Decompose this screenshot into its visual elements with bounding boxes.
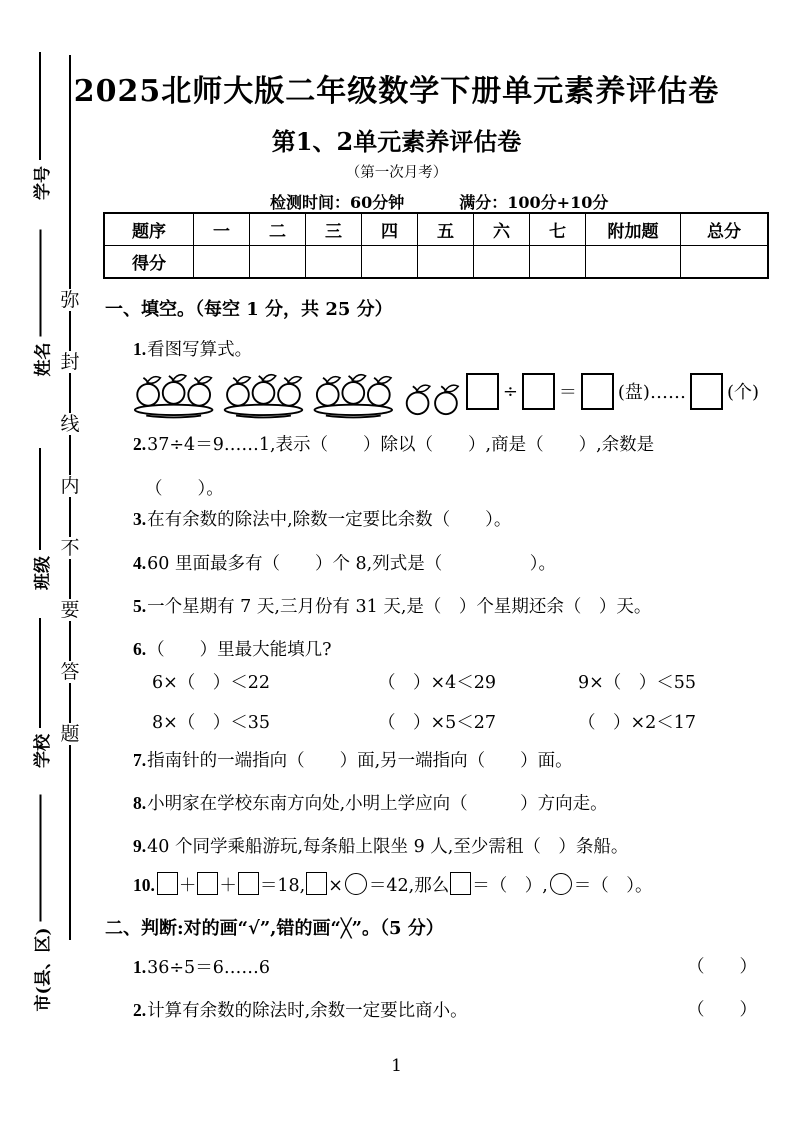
- square-symbol: [157, 872, 178, 895]
- judge-item-2-answer-blank: （ ）: [687, 1000, 757, 1020]
- seal-line-segment: [69, 497, 71, 537]
- question-1-figure-row: [133, 360, 759, 422]
- student-id-label: 学号: [32, 166, 53, 200]
- judge-item-1-number: 1.: [133, 957, 147, 977]
- class-label: 班级: [32, 556, 53, 590]
- question-7: [133, 748, 573, 773]
- inequality-item: 9×（ ）＜55: [578, 673, 697, 693]
- exam-note: （第一次月考）: [345, 165, 448, 181]
- seal-line-segment: [69, 745, 71, 940]
- question-2-line1: [133, 432, 654, 457]
- city-district-label: 市(县、区): [33, 927, 53, 1012]
- judge-item-2-text: [133, 998, 468, 1023]
- plus-sign: ＋: [178, 876, 197, 896]
- class-field: [29, 448, 51, 590]
- question-3-text: 在有余数的除法中,除数一定要比余数（ ）。: [147, 510, 512, 530]
- school-label: 学校: [32, 734, 53, 768]
- question-9-text: 40 个同学乘船游玩,每条船上限坐 9 人,至少需租（ ）条船。: [147, 837, 629, 857]
- score-cell: [418, 246, 474, 279]
- col-question-order: 题序: [104, 213, 194, 246]
- col-4: 四: [362, 213, 418, 246]
- exam-score-info: 满分：100分+10分: [459, 193, 609, 212]
- class-blank-line: [39, 448, 41, 550]
- square-symbol: [238, 872, 259, 895]
- equals-42-text: ＝42,那么: [368, 876, 450, 896]
- question-7-text: 指南针的一端指向（ ）面,另一端指向（ ）面。: [147, 751, 573, 771]
- seal-char: 内: [60, 475, 80, 497]
- question-4-text: 60 里面最多有（ ）个 8,列式是（ ）。: [147, 554, 556, 574]
- name-field: [30, 230, 52, 377]
- equals-sign: ＝: [558, 382, 577, 403]
- question-9: [133, 834, 628, 859]
- question-2-line2: （ ）。: [145, 479, 224, 499]
- question-1-number: 1.: [133, 339, 147, 359]
- score-cell: [586, 246, 681, 279]
- judge-item-1: [133, 955, 757, 980]
- inequality-item: （ ）×5＜27: [378, 713, 497, 733]
- question-7-number: 7.: [133, 750, 147, 770]
- score-cell: [474, 246, 530, 279]
- score-table: [103, 212, 769, 279]
- circle-symbol: [345, 873, 367, 895]
- question-6-text: （ ）里最大能填几?: [147, 640, 332, 660]
- circle-symbol: [550, 873, 572, 895]
- city-district-field: [30, 795, 52, 1012]
- inequality-item: 6×（ ）＜22: [152, 673, 271, 693]
- score-cell: [306, 246, 362, 279]
- unit-pieces-label: (个): [726, 382, 759, 403]
- seal-char: 答: [60, 661, 80, 683]
- question-10: [133, 872, 653, 898]
- question-3-number: 3.: [133, 509, 147, 529]
- seal-char: 线: [60, 413, 80, 435]
- question-10-number: 10.: [133, 875, 155, 895]
- question-2-number: 2.: [133, 434, 147, 454]
- question-4: [133, 551, 556, 576]
- score-table-score-row: [104, 246, 768, 279]
- col-7: 七: [530, 213, 586, 246]
- seal-char: 弥: [60, 289, 80, 311]
- col-5: 五: [418, 213, 474, 246]
- apples-illustration: [133, 360, 466, 422]
- score-cell: [530, 246, 586, 279]
- answer-box-remainder: [690, 373, 723, 410]
- square-symbol: [450, 872, 471, 895]
- exam-time-info: 检测时间：60分钟: [270, 193, 405, 212]
- seal-line-segment: [69, 621, 71, 661]
- col-bonus: 附加题: [586, 213, 681, 246]
- score-cell: [362, 246, 418, 279]
- judge-item-2: [133, 998, 757, 1023]
- seal-line-segment: [69, 373, 71, 413]
- equals-18-text: ＝18,: [259, 876, 306, 896]
- score-row-label: 得分: [104, 246, 194, 279]
- judge-item-1-text: [133, 955, 270, 980]
- question-3: [133, 507, 511, 532]
- question-1: [133, 337, 252, 362]
- question-6-row1: [152, 671, 758, 695]
- judge-item-2-number: 2.: [133, 1000, 147, 1020]
- seal-line-segment: [69, 311, 71, 351]
- col-2: 二: [250, 213, 306, 246]
- exam-subtitle: 第1、2单元素养评估卷: [271, 127, 522, 156]
- school-field: [29, 618, 51, 768]
- seal-char: 题: [60, 723, 80, 745]
- section1-heading: 一、填空。（每空 1 分，共 25 分）: [105, 299, 393, 320]
- unit-plates-label: (盘)……: [617, 382, 686, 403]
- question-2-text: 37÷4＝9……1,表示（ ）除以（ ）,商是（ ）,余数是: [147, 435, 655, 455]
- answer-box-dividend: [466, 373, 499, 410]
- col-6: 六: [474, 213, 530, 246]
- col-3: 三: [306, 213, 362, 246]
- question-1-equation: [466, 373, 759, 410]
- question-1-text: 看图写算式。: [147, 340, 253, 360]
- seal-line-segment: [69, 435, 71, 475]
- inequality-item: （ ）×2＜17: [578, 713, 697, 733]
- inequality-item: （ ）×4＜29: [378, 673, 497, 693]
- plus-sign: ＋: [219, 876, 237, 896]
- exam-info-row: [270, 190, 608, 213]
- answer-box-divisor: [522, 373, 555, 410]
- seal-char: 不: [60, 537, 80, 559]
- name-blank-line: [40, 230, 42, 337]
- divide-sign: ÷: [502, 380, 518, 402]
- question-8-number: 8.: [133, 793, 147, 813]
- circle-answer-blank: ＝（ ）。: [573, 876, 653, 896]
- answer-box-quotient: [581, 373, 614, 410]
- exam-title: 2025北师大版二年级数学下册单元素养评估卷: [73, 74, 720, 109]
- name-label: 姓名: [33, 342, 53, 377]
- question-8-text: 小明家在学校东南方向处,小明上学应向（ ）方向走。: [147, 794, 608, 814]
- seal-line-segment: [69, 683, 71, 723]
- question-4-number: 4.: [133, 553, 147, 573]
- score-cell: [194, 246, 250, 279]
- city-district-blank-line: [40, 795, 42, 922]
- question-6: [133, 637, 332, 662]
- judge-item-1-answer-blank: （ ）: [687, 957, 757, 977]
- col-1: 一: [194, 213, 250, 246]
- square-symbol: [306, 872, 327, 895]
- judge-item-2-statement: 计算有余数的除法时,余数一定要比商小。: [147, 1001, 468, 1021]
- judge-item-1-statement: 36÷5＝6……6: [147, 958, 270, 978]
- score-cell: [250, 246, 306, 279]
- question-6-row2: [152, 711, 758, 735]
- question-8: [133, 791, 608, 816]
- score-cell: [681, 246, 769, 279]
- seal-char: 封: [60, 351, 80, 373]
- school-blank-line: [39, 618, 41, 728]
- seal-line-column: [58, 55, 82, 940]
- question-5-number: 5.: [133, 596, 147, 616]
- section2-heading: 二、判断:对的画“√”,错的画“╳”。（5 分）: [105, 918, 444, 939]
- seal-char: 要: [60, 599, 80, 621]
- inequality-item: 8×（ ）＜35: [152, 713, 271, 733]
- col-total: 总分: [681, 213, 769, 246]
- seal-line-segment: [69, 559, 71, 599]
- square-symbol: [197, 872, 218, 895]
- question-5: [133, 594, 651, 619]
- question-9-number: 9.: [133, 836, 147, 856]
- score-table-header-row: [104, 213, 768, 246]
- page-number: 1: [391, 1056, 402, 1076]
- times-sign: ×: [328, 876, 343, 896]
- question-5-text: 一个星期有 7 天,三月份有 31 天,是（ ）个星期还余（ ）天。: [147, 597, 652, 617]
- question-6-number: 6.: [133, 639, 147, 659]
- square-answer-blank: ＝（ ）,: [472, 876, 548, 896]
